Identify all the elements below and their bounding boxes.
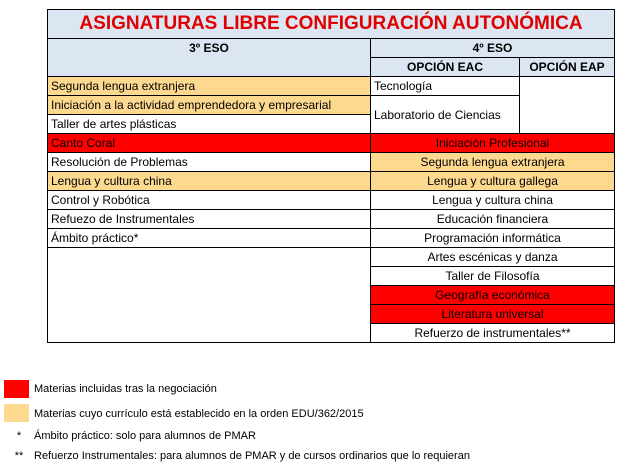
double-asterisk-symbol: ** (14, 450, 24, 462)
header-option-eap: OPCIÓN EAP (520, 58, 615, 77)
asterisk-symbol: * (16, 430, 22, 442)
subject-4eso: Geografía económica (371, 286, 615, 305)
header-3eso: 3º ESO (48, 39, 371, 77)
subject-4eso: Educación financiera (371, 210, 615, 229)
subject-4eso: Artes escénicas y danza (371, 248, 615, 267)
tan-swatch (4, 404, 29, 422)
subject-4eso: Refuerzo de instrumentales** (371, 324, 615, 343)
subject-3eso: Refuezo de Instrumentales (48, 210, 371, 229)
legend-refuerzo (4, 450, 604, 466)
subject-4eso-eac: Tecnología (371, 77, 520, 96)
subject-4eso: Iniciación Profesional (371, 134, 615, 153)
subject-4eso: Programación informática (371, 229, 615, 248)
subject-4eso: Lengua y cultura china (371, 191, 615, 210)
subject-3eso: Canto Coral (48, 134, 371, 153)
subject-4eso: Literatura universal (371, 305, 615, 324)
subject-3eso: Ámbito práctico* (48, 229, 371, 248)
subject-3eso: Lengua y cultura china (48, 172, 371, 191)
header-option-eac: OPCIÓN EAC (371, 58, 520, 77)
subject-3eso: Taller de artes plásticas (48, 115, 371, 134)
table-title: ASIGNATURAS LIBRE CONFIGURACIÓN AUTONÓMICA (48, 10, 615, 39)
subject-4eso: Segunda lengua extranjera (371, 153, 615, 172)
legend-negotiated (4, 380, 604, 400)
subject-4eso-eap-empty (520, 77, 615, 134)
subject-4eso-eac: Laboratorio de Ciencias (371, 96, 520, 134)
subjects-table (47, 9, 615, 343)
legend-curriculum (4, 404, 604, 424)
subject-3eso-empty (48, 248, 371, 343)
subject-3eso: Control y Robótica (48, 191, 371, 210)
subject-3eso: Resolución de Problemas (48, 153, 371, 172)
legend-text: Materias cuyo currículo está establecido en la orden EDU/362/2015 (34, 408, 364, 420)
legend-text: Refuerzo Instrumentales: para alumnos de PMAR y de cursos ordinarios que lo requieran (34, 450, 470, 462)
legend-text: Materias incluidas tras la negociación (34, 383, 217, 395)
subject-3eso: Segunda lengua extranjera (48, 77, 371, 96)
subject-4eso: Taller de Filosofía (371, 267, 615, 286)
legend-text: Ámbito práctico: solo para alumnos de PMAR (34, 430, 256, 442)
header-4eso: 4º ESO (371, 39, 615, 58)
red-swatch (4, 380, 29, 398)
subject-4eso: Lengua y cultura gallega (371, 172, 615, 191)
subject-3eso: Iniciación a la actividad emprendedora y empresarial (48, 96, 371, 115)
legend-ambito (4, 430, 604, 446)
